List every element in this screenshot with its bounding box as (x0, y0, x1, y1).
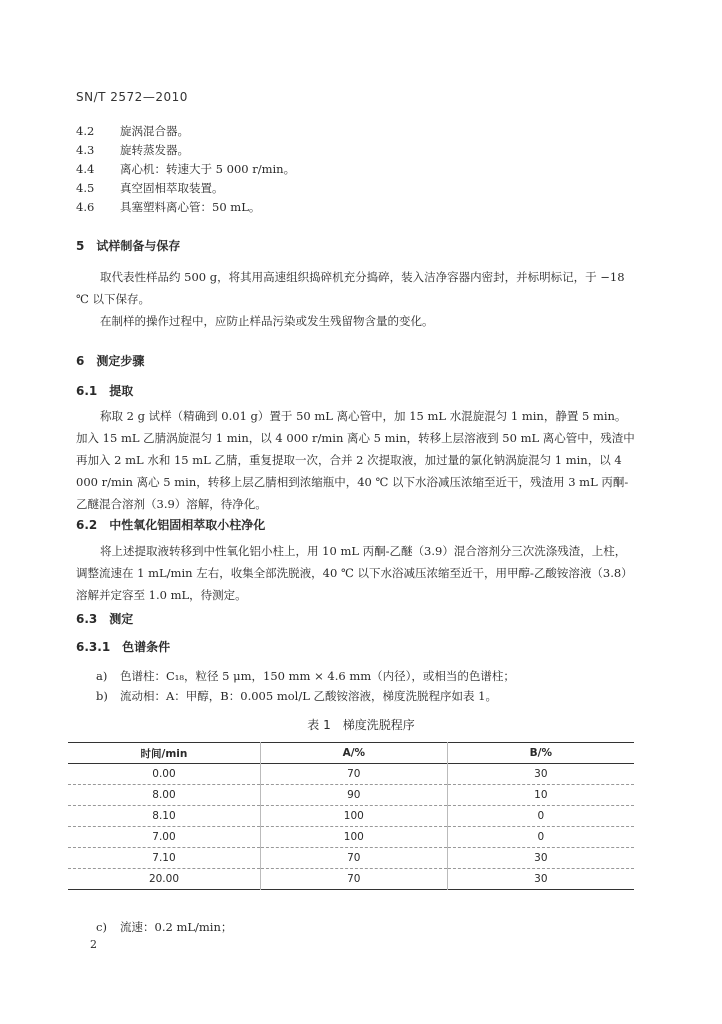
item-text: 流速：0.2 mL/min； (120, 920, 233, 934)
item-number: 4.6 (76, 200, 95, 214)
standard-code-header: SN/T 2572—2010 (76, 90, 188, 104)
cell-a: 100 (260, 806, 447, 827)
cell-b: 30 (447, 869, 634, 890)
item-text: 真空固相萃取装置。 (120, 181, 224, 195)
cell-time: 0.00 (152, 768, 176, 780)
equipment-item (76, 124, 189, 138)
section-5-paragraph-1: 取代表性样品约 500 g，将其用高速组织捣碎机充分捣碎，装入洁净容器内密封，并标明标记，于 −18 ℃ 以下保存。 (76, 270, 625, 306)
table-row (68, 806, 634, 827)
equipment-item (76, 200, 260, 214)
table-row (68, 848, 634, 869)
item-number: 4.4 (76, 162, 95, 176)
cell-a: 70 (260, 869, 447, 890)
item-number: 4.2 (76, 124, 95, 138)
cell-a: 70 (260, 848, 447, 869)
column-header-time: 时间/min (140, 747, 188, 760)
item-text: 离心机：转速大于 5 000 r/min。 (120, 162, 296, 176)
table-row (68, 869, 634, 890)
section-5-paragraph-2: 在制样的操作过程中，应防止样品污染或发生残留物含量的变化。 (100, 314, 434, 328)
cell-b: 30 (447, 764, 634, 785)
section-6-3-heading: 6.3 测定 (76, 612, 134, 626)
section-6-1-heading: 6.1 提取 (76, 384, 134, 398)
cell-a: 70 (260, 764, 447, 785)
cell-a: 90 (260, 785, 447, 806)
table-header-row (68, 743, 634, 764)
section-6-3-1-heading: 6.3.1 色谱条件 (76, 640, 171, 654)
column-header-b: B/% (447, 743, 634, 764)
table-row (68, 827, 634, 848)
item-label: a) (96, 669, 108, 683)
column-header-a: A/% (260, 743, 447, 764)
cell-b: 0 (447, 827, 634, 848)
cell-b: 30 (447, 848, 634, 869)
cell-time: 8.00 (152, 789, 176, 801)
cell-a: 100 (260, 827, 447, 848)
condition-item (96, 669, 515, 683)
section-6-heading: 6 测定步骤 (76, 354, 145, 368)
item-text: 旋涡混合器。 (120, 124, 189, 138)
cell-time: 20.00 (148, 873, 179, 885)
item-number: 4.3 (76, 143, 95, 157)
item-label: b) (96, 689, 108, 703)
equipment-item (76, 143, 189, 157)
section-6-2-paragraph: 将上述提取液转移到中性氧化铝小柱上，用 10 mL 丙酮-乙醚（3.9）混合溶剂分三次洗涤残渣，上柱，调整流速在 1 mL/min 左右，收集全部洗脱液，40 ℃ 以下水浴减压浓缩至近干，用甲醇-乙酸铵溶液（3.8）溶解并定容至 1.0 mL，待测定。 (76, 544, 633, 602)
cell-b: 0 (447, 806, 634, 827)
section-6-1-paragraph: 称取 2 g 试样（精确到 0.01 g）置于 50 mL 离心管中，加 15 mL 水混旋混匀 1 min，静置 5 min。加入 15 mL 乙腈涡旋混匀 1 min，以 4 000 r/min 离心 5 min，转移上层溶液到 50 mL 离心管中，残渣中再加入 2 mL 水和 15 mL 乙腈，重复提取一次，合并 2 次提取液，加过量的氯化钠涡旋混匀 1 min，以 4 000 r/min 离心 5 min，转移上层乙腈相到浓缩瓶中，40 ℃ 以下水浴减压浓缩至近干，残渣用 3 mL 丙酮-乙醚混合溶剂（3.9）溶解，待净化。 (76, 409, 635, 511)
section-6-2-heading: 6.2 中性氧化铝固相萃取小柱净化 (76, 518, 266, 532)
condition-item-c (96, 920, 232, 934)
equipment-item (76, 162, 295, 176)
item-number: 4.5 (76, 181, 95, 195)
item-label: c) (96, 920, 107, 934)
page-number: 2 (90, 938, 97, 951)
item-text: 具塞塑料离心管：50 mL。 (120, 200, 261, 214)
item-text: 色谱柱：C₁₈，粒径 5 μm，150 mm × 4.6 mm（内径），或相当的色谱柱； (120, 669, 515, 683)
cell-time: 8.10 (152, 810, 176, 822)
table-row (68, 764, 634, 785)
cell-b: 10 (447, 785, 634, 806)
table-caption: 表 1 梯度洗脱程序 (307, 718, 415, 732)
item-text: 旋转蒸发器。 (120, 143, 189, 157)
condition-item (96, 689, 497, 703)
item-text: 流动相：A：甲醇，B：0.005 mol/L 乙酸铵溶液，梯度洗脱程序如表 1。 (120, 689, 497, 703)
table-row (68, 785, 634, 806)
cell-time: 7.00 (152, 831, 176, 843)
equipment-item (76, 181, 224, 195)
cell-time: 7.10 (152, 852, 176, 864)
section-5-heading: 5 试样制备与保存 (76, 239, 181, 253)
gradient-table (68, 742, 634, 890)
